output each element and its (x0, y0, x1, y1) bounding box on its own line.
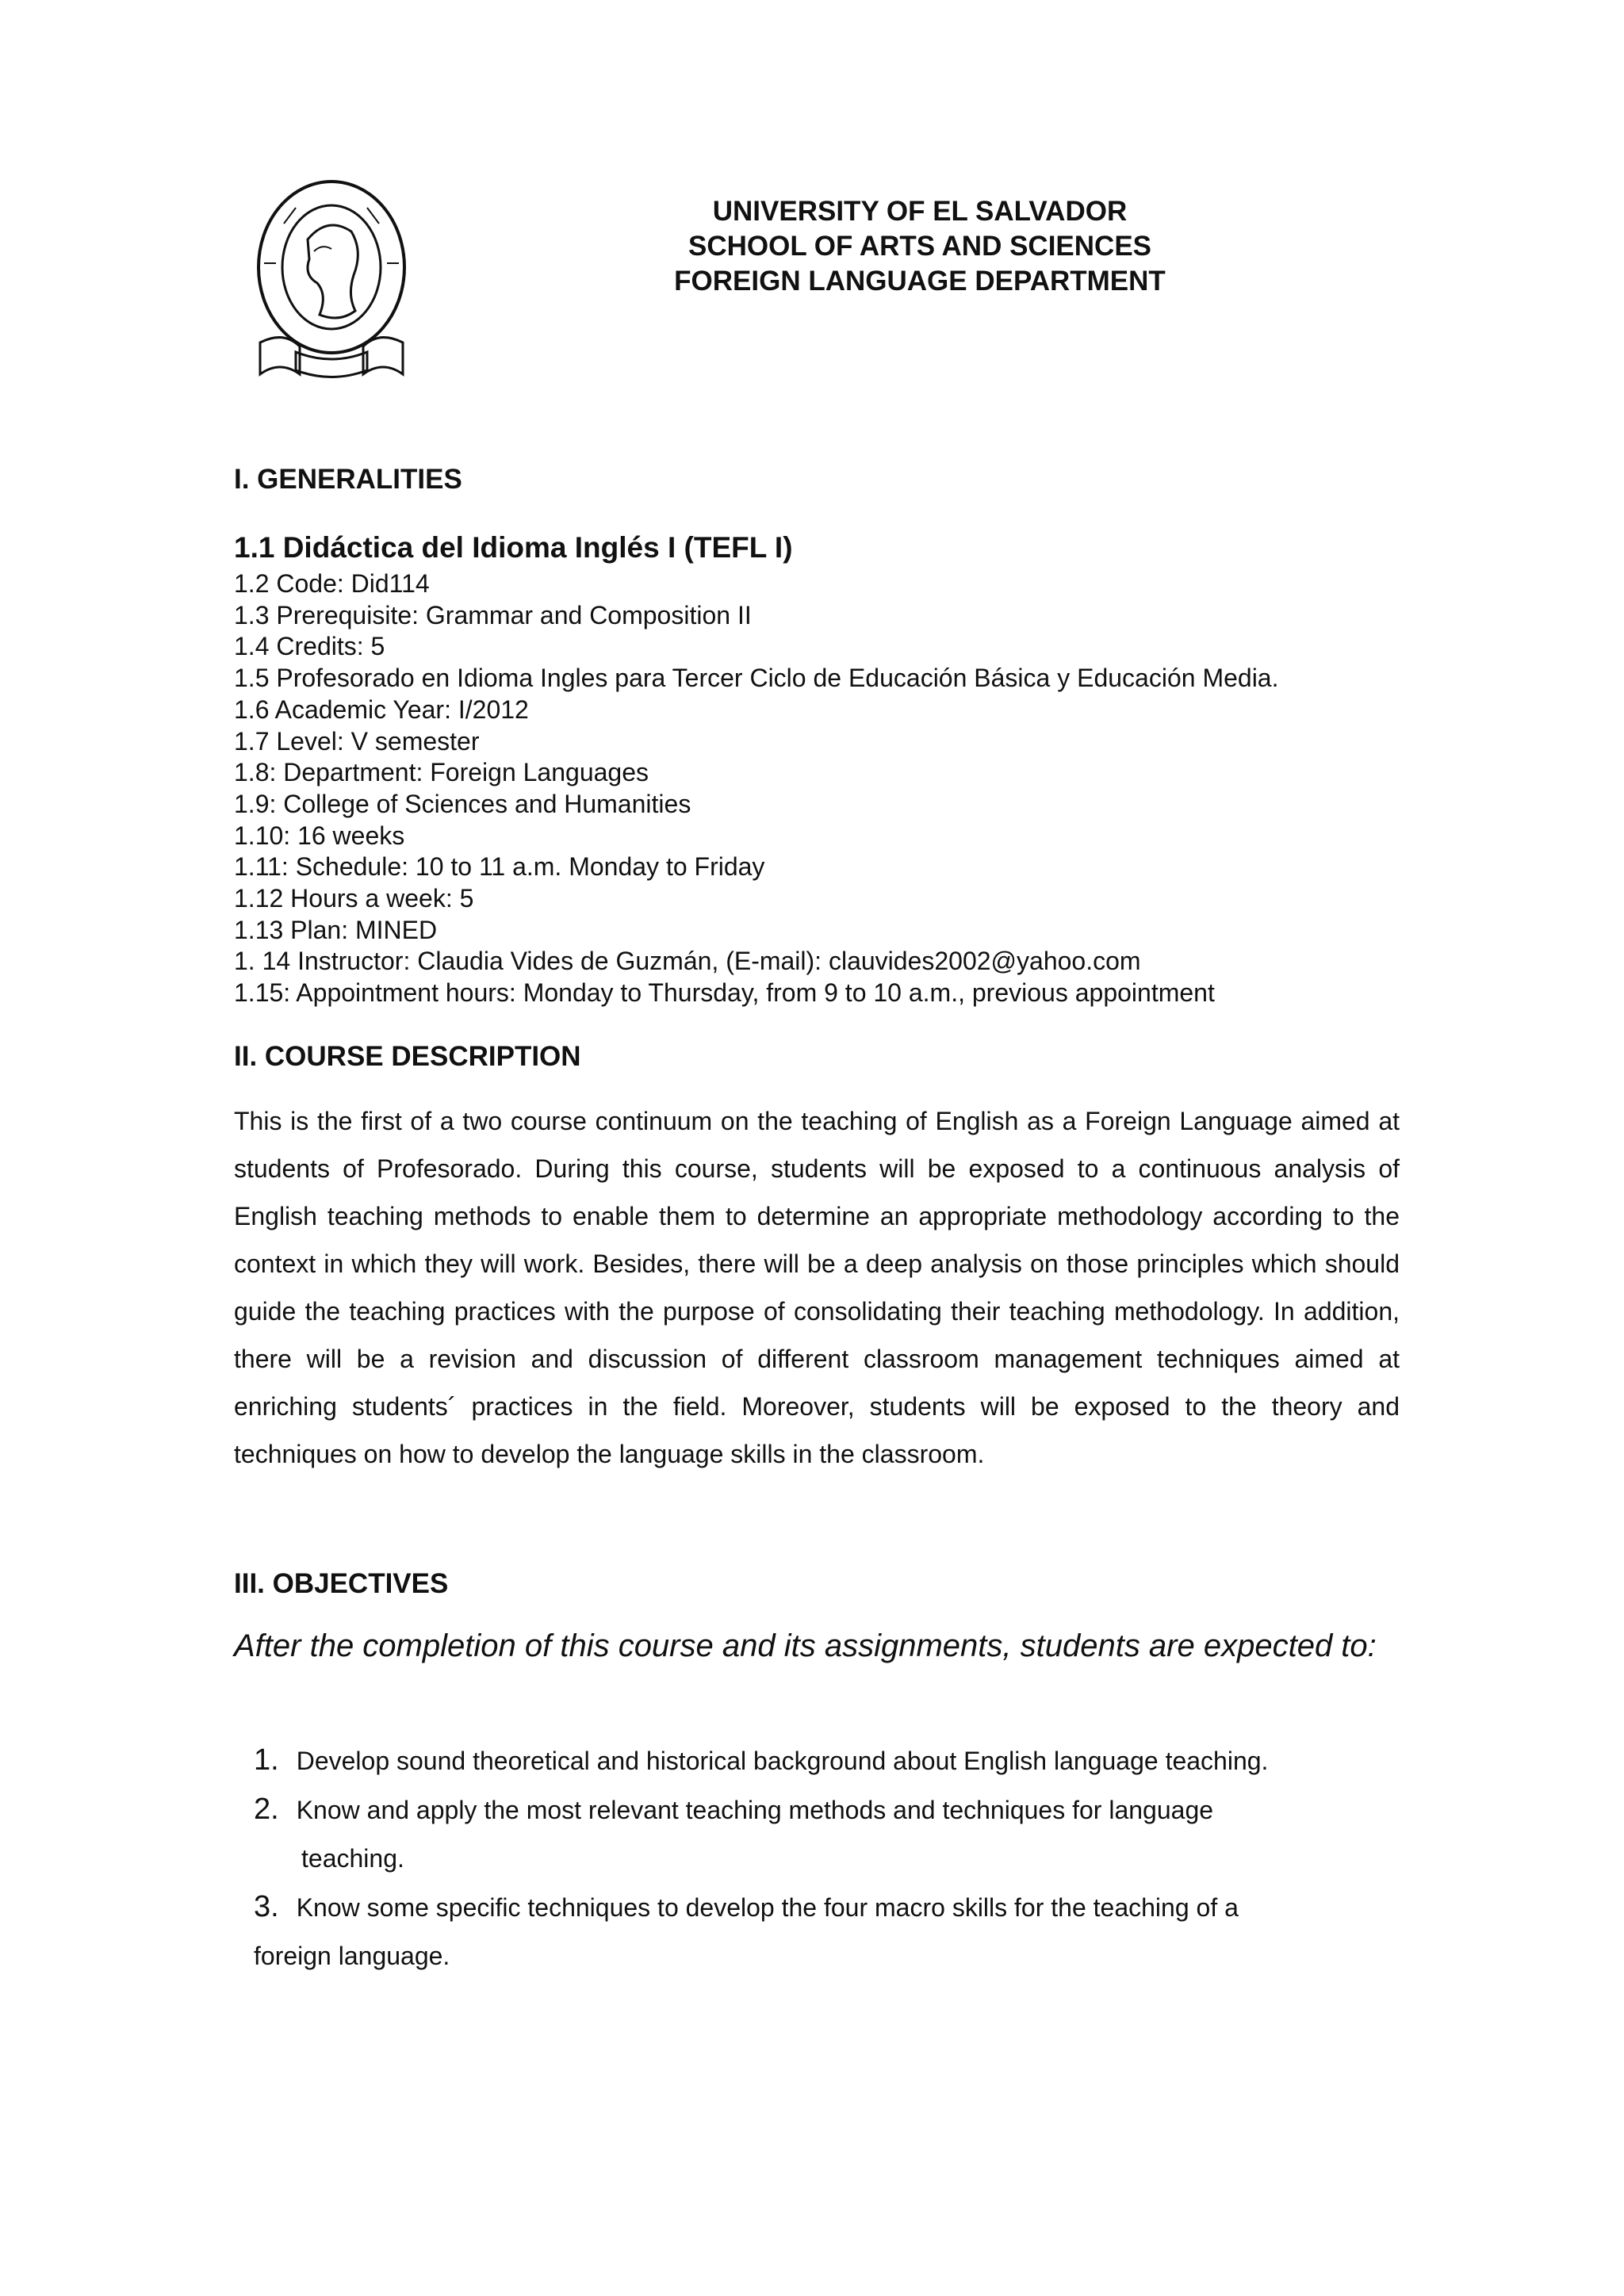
list-item: 1.8: Department: Foreign Languages (234, 758, 649, 787)
university-seal-logo (252, 176, 411, 394)
objectives-heading: III. OBJECTIVES (234, 1568, 449, 1599)
objectives-intro: After the completion of this course and its assignments, students are expected to: (234, 1628, 1377, 1663)
generalities-list (234, 568, 1278, 1009)
list-item: 1.2 Code: Did114 (234, 569, 430, 598)
list-item (254, 1883, 1427, 1980)
list-item: 1.5 Profesorado en Idioma Ingles para Tercer Ciclo de Educación Básica y Educación Media. (234, 664, 1279, 693)
list-item: 1.15: Appointment hours: Monday to Thursday, from 9 to 10 a.m., previous appointment (234, 978, 1215, 1008)
course-title: 1.1 Didáctica del Idioma Inglés I (TEFL I) (234, 531, 793, 564)
school-name: SCHOOL OF ARTS AND SCIENCES (688, 231, 1152, 262)
department-name: FOREIGN LANGUAGE DEPARTMENT (674, 266, 1166, 297)
list-item-continuation: foreign language. (254, 1942, 450, 1970)
list-item: 1. 14 Instructor: Claudia Vides de Guzmán, (E-mail): clauvides2002@yahoo.com (234, 947, 1141, 976)
objectives-list (254, 1736, 1427, 1980)
list-item: 1.7 Level: V semester (234, 726, 480, 756)
list-item-text: Know some specific techniques to develop the four macro skills for the teaching of a (296, 1893, 1239, 1922)
list-item: 1.12 Hours a week: 5 (234, 884, 474, 913)
list-item (254, 1736, 1427, 1785)
course-description-body: This is the first of a two course continuum on the teaching of English as a Foreign Language aimed at students of Profesorado. During this course, students will be exposed to a continuous analysis of English teaching methods to enable them to determine an appropriate methodology according to the context in which they will work. Besides, there will be a deep analysis on those principles which should guide the teaching practices with the purpose of consolidating their teaching methodology. In addition, there will be a revision and discussion of different classroom management techniques aimed at enriching students´ practices in the field. Moreover, students will be exposed to the theory and techniques on how to develop the language skills in the classroom. (234, 1107, 1400, 1468)
list-item: 1.10: 16 weeks (234, 821, 405, 850)
generalities-heading: I. GENERALITIES (234, 464, 462, 495)
course-description-heading: II. COURSE DESCRIPTION (234, 1041, 581, 1072)
list-item-text: Develop sound theoretical and historical background about English language teaching. (296, 1747, 1269, 1775)
university-name: UNIVERSITY OF EL SALVADOR (712, 196, 1128, 227)
list-item: 1.3 Prerequisite: Grammar and Composition II (234, 600, 752, 629)
list-item-text: Know and apply the most relevant teaching methods and techniques for language (296, 1796, 1214, 1824)
list-item (254, 1785, 1427, 1883)
list-item: 1.4 Credits: 5 (234, 632, 385, 661)
list-item-number: 1. (254, 1743, 279, 1777)
list-item: 1.6 Academic Year: I/2012 (234, 695, 529, 724)
list-item: 1.11: Schedule: 10 to 11 a.m. Monday to Friday (234, 852, 765, 882)
list-item-number: 2. (254, 1793, 279, 1826)
list-item: 1.9: College of Sciences and Humanities (234, 789, 691, 818)
list-item-number: 3. (254, 1890, 279, 1923)
institution-header (603, 194, 1237, 299)
list-item-continuation: teaching. (301, 1844, 404, 1873)
list-item: 1.13 Plan: MINED (234, 915, 438, 944)
